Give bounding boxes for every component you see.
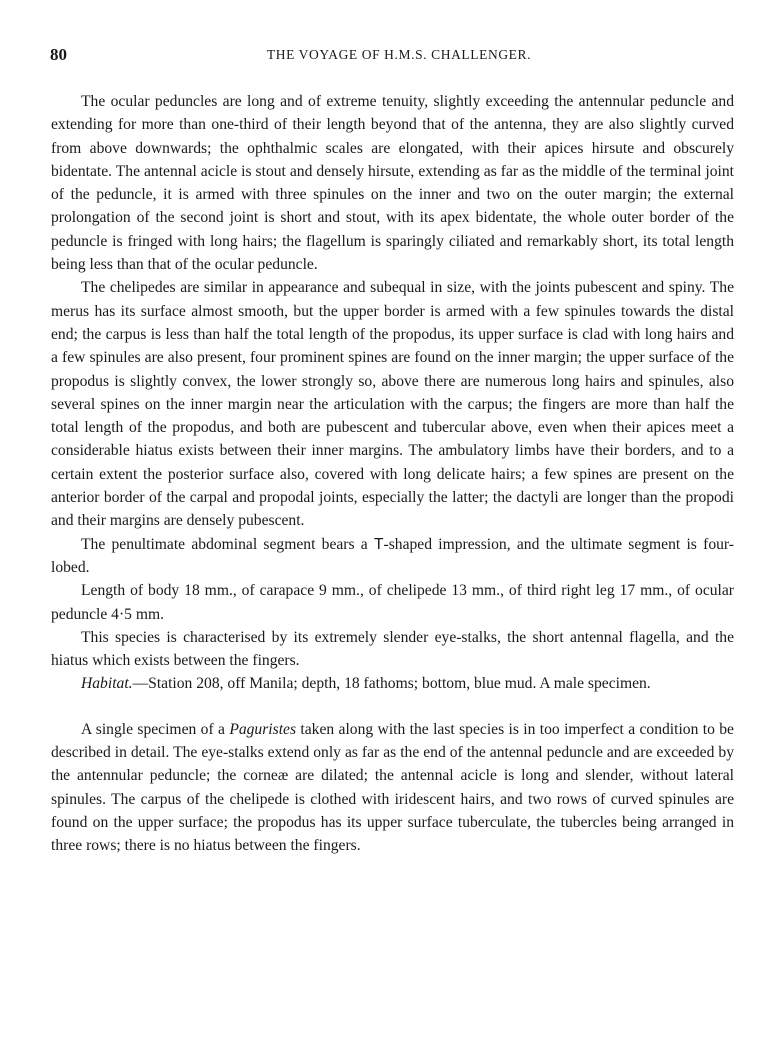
paragraph-paguristes: [51, 718, 734, 858]
paragraph-characterisation: This species is characterised by its extremely slender eye-stalks, the short antennal flagella, and the hiatus which exists between the fingers.: [51, 628, 734, 670]
page-number: 80: [50, 45, 67, 64]
paragraph-measurements: Length of body 18 mm., of carapace 9 mm., of chelipede 13 mm., of third right leg 17 mm., of ocular peduncle 4·5 mm.: [51, 582, 734, 623]
paragraph-habitat: [51, 672, 734, 695]
text-segment: -shaped impression, and the ultimate segment is four-lobed.: [51, 535, 734, 576]
running-title: THE VOYAGE OF H.M.S. CHALLENGER.: [266, 47, 532, 62]
paragraph-chelipedes: The chelipedes are similar in appearance and subequal in size, with the joints pubescent and spiny. The merus has its surface almost smooth, but the upper border is armed with a few spinules towards the distal end; the carpus is less than half the total length of the propodus, its upper surface is clad with long hairs and a few spinules are also present, four prominent spines are found on the inner margin; the upper surface of the propodus is slightly convex, the lower strongly so, above there are numerous long hairs and spinules, also several spines on the inner margin near the articulation with the carpus; the fingers are more than half the total length of the propodus, and both are pubescent and tubercular above, even when their apices meet a considerable hiatus exists between their inner margins. The ambulatory limbs have their borders, and to a certain extent the posterior surface also, covered with long delicate hairs; a few spines are present on the anterior border of the carpal and propodal joints, especially the latter; the dactyli are longer than the propodi and their margins are densely pubescent.: [51, 279, 734, 530]
text-segment: taken along with the last species is in too imperfect a condition to be described in detail. The eye-stalks extend only as far as the end of the antennal peduncle and are exceeded by the antennular peduncle; the corneæ are dilated; the antennal acicle is long and slender, without lateral spinules. The carpus of the chelipede is clothed with iridescent hairs, and two rows of curved spinules are found on the upper surface; the propodus has its upper surface tuberculate, the tubercles being arranged in three rows; there is no hiatus between the fingers.: [51, 720, 734, 855]
text-segment: The penultimate abdominal segment bears a: [81, 535, 374, 553]
paragraph-ocular-peduncles: The ocular peduncles are long and of extreme tenuity, slightly exceeding the antennular peduncle and extending for more than one-third of their length beyond that of the antenna, they are also slightly curved from above downwards; the ophthalmic scales are elongated, with their apices hirsute and obscurely bidentate. The antennal acicle is stout and densely hirsute, extending as far as the middle of the terminal joint of the peduncle, it is armed with three spinules on the inner and two on the outer margin; the external prolongation of the second joint is short and stout, with its apex bidentate, the whole outer border of the peduncle is fringed with long hairs; the flagellum is sparingly ciliated and remarkably short, its total length being less than that of the ocular peduncle.: [51, 93, 734, 274]
genus-name: Paguristes: [229, 720, 297, 738]
page-header: [50, 45, 728, 67]
habitat-label: Habitat.: [81, 675, 133, 693]
text-segment: A single specimen of a: [81, 720, 230, 738]
body-text: [51, 90, 734, 858]
t-shape-glyph: T: [373, 535, 384, 553]
paragraph-abdominal-segment: [51, 533, 734, 580]
habitat-text: —Station 208, off Manila; depth, 18 fathoms; bottom, blue mud. A male specimen.: [132, 675, 651, 693]
